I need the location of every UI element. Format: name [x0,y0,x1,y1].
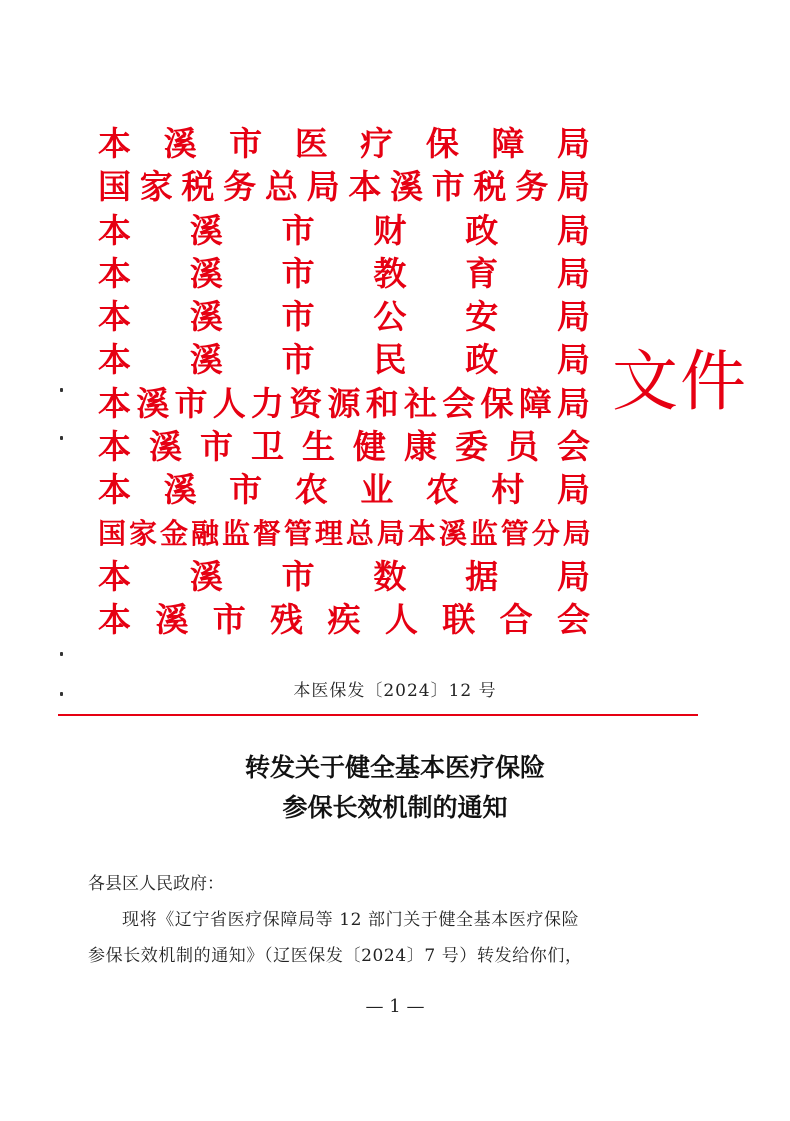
red-separator-line [58,714,698,716]
title-line-1: 转发关于健全基本医疗保险 [244,753,545,782]
binding-hole-mark [60,652,63,656]
document-suffix: 文件 [612,343,748,420]
page-number: — 1 — [365,996,425,1017]
issuer-list [98,122,590,642]
issuer-line: 本 溪 市 农 业 农 村 局 [98,470,590,510]
body-paragraph-line-1: 现将《辽宁省医疗保障局等 12 部门关于健全基本医疗保险 [122,910,580,930]
binding-hole-mark [60,692,63,696]
salutation: 各县区人民政府： [88,874,224,894]
issuer-line: 本 溪 市 民 政 局 [98,340,590,380]
body-paragraph-line-2: 参保长效机制的通知》（辽医保发〔2024〕7 号）转发给你们， [88,946,583,966]
document-body [88,866,688,974]
issuer-line: 国 家 金 融 监 督 管 理 总 局 本 溪 监 管 分 局 [98,516,590,550]
issuer-line: 本 溪 市 卫 生 健 康 委 员 会 [98,427,590,467]
issuer-line: 本 溪 市 公 安 局 [98,297,590,337]
document-title [0,748,790,828]
issuer-line: 本 溪 市 数 据 局 [98,556,590,596]
title-line-2: 参保长效机制的通知 [282,793,508,822]
issuer-line: 本 溪 市 教 育 局 [98,253,590,293]
issuer-line: 本 溪 市 医 疗 保 障 局 [98,124,590,163]
issuer-line: 本 溪 市 财 政 局 [98,210,590,250]
issuer-line: 国 家 税 务 总 局 本 溪 市 税 务 局 [98,167,590,207]
document-number: 本医保发〔2024〕12 号 [293,681,497,701]
issuer-line: 本 溪 市 残 疾 人 联 合 会 [98,600,590,640]
issuer-line: 本 溪 市 人 力 资 源 和 社 会 保 障 局 [98,383,590,423]
binding-hole-mark [60,436,63,440]
binding-hole-mark [60,388,63,392]
